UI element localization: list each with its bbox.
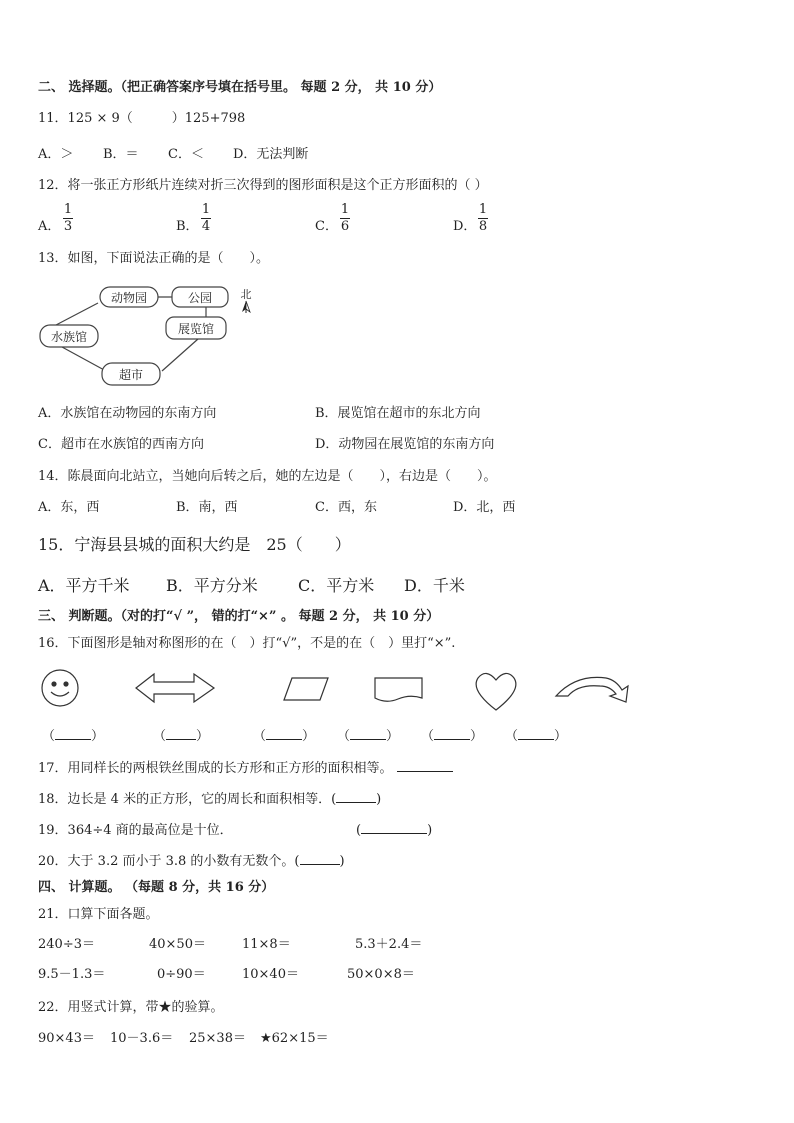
q16-answer-blank-4[interactable]: （ ） [337,729,400,744]
q21-item: 0÷90＝ [157,967,206,982]
park-label: 公园 [187,291,213,305]
q21-item: 240÷3＝ [38,937,95,952]
q14-stem: 14．陈晨面向北站立，当她向后转之后，她的左边是（ ），右边是（ ）。 [38,469,497,484]
section-2-title: 二、 选择题。（把正确答案序号填在括号里。 每题 2 分， 共 10 分） [38,80,442,95]
numerator: 1 [478,202,488,217]
heart-icon [476,673,516,710]
q12-option-a-letter: A． [38,219,61,234]
q15-option-a: A．平方千米 [38,576,130,595]
q13-map-diagram [38,283,298,398]
q22-stem: 22．用竖式计算，带★的验算。 [38,1000,224,1015]
q12-option-b-fraction [201,203,211,234]
north-arrow-icon [242,301,250,313]
numerator: 1 [340,202,350,217]
q13-option-b: B．展览馆在超市的东北方向 [315,406,481,421]
path-zoo-aquarium [56,303,98,325]
q14-option-d: D．北，西 [453,500,516,515]
north-label: 北 [240,288,252,301]
zoo-label: 动物园 [110,291,148,305]
wavy-rectangle-icon [375,678,422,701]
q21-stem: 21．口算下面各题。 [38,907,159,922]
q17-answer-blank[interactable] [397,771,453,772]
exhibit-label: 展览馆 [177,322,215,336]
q21-item: 50×0×8＝ [347,967,415,982]
q11-option-a: A．＞ [38,147,74,162]
q11-stem: 11．125 × 9（ ）125+798 [38,111,246,126]
q16-shapes [38,666,638,716]
q16-answer-blank-1[interactable]: （ ） [42,729,105,744]
q16-answer-blank-6[interactable]: （ ） [505,729,568,744]
q16-answer-blank-5[interactable]: （ ） [421,729,484,744]
q13-option-c: C．超市在水族馆的西南方向 [38,437,204,452]
q12-stem: 12．将一张正方形纸片连续对折三次得到的图形面积是这个正方形面积的（ ） [38,178,488,193]
parallelogram-icon [284,678,328,700]
q20-stem: 20．大于 3.2 而小于 3.8 的小数有无数个。( [38,854,300,869]
market-label: 超市 [118,368,144,382]
q22-item: ★62×15＝ [260,1031,329,1046]
q11-option-b: B．＝ [103,147,139,162]
q12-option-d-letter: D． [453,219,477,234]
q15-option-c: C．平方米 [298,576,375,595]
q12-option-c-letter: C． [315,219,338,234]
q19-answer-blank[interactable] [361,833,427,834]
denominator: 4 [201,219,211,234]
q16-answer-blank-3[interactable]: （ ） [253,729,316,744]
aquarium-label: 水族馆 [50,330,88,344]
q15-option-b: B．平方分米 [166,576,258,595]
q16-answer-blank-2[interactable]: （ ） [153,729,210,744]
q13-stem: 13．如图，下面说法正确的是（ ）。 [38,251,270,266]
q15-option-d: D．千米 [404,576,465,595]
curved-arrow-icon [556,677,628,702]
q15-stem: 15．宁海县县城的面积大约是 25（ ） [38,535,351,554]
q12-option-d-fraction [478,203,488,234]
section-3-title: 三、 判断题。（对的打“√ ”， 错的打“×” 。 每题 2 分， 共 10 分） [38,609,440,624]
q21-item: 10×40＝ [242,967,299,982]
q12-option-b-letter: B． [176,219,199,234]
q13-option-d: D．动物园在展览馆的东南方向 [315,437,495,452]
q20-answer-blank[interactable] [300,864,340,865]
q12-option-c-fraction [340,203,350,234]
q21-item: 40×50＝ [149,937,206,952]
q14-option-b: B．南，西 [176,500,238,515]
q22-item: 90×43＝ [38,1031,95,1046]
numerator: 1 [201,202,211,217]
q22-item: 10－3.6＝ [110,1031,174,1046]
q21-item: 5.3＋2.4＝ [355,937,423,952]
q22-item: 25×38＝ [189,1031,246,1046]
q12-option-a-fraction [63,203,73,234]
q17-stem: 17．用同样长的两根铁丝围成的长方形和正方形的面积相等。 [38,761,393,776]
q20-row: 20．大于 3.2 而小于 3.8 的小数有无数个。( ) [38,854,345,869]
smiley-face-icon [42,670,78,706]
denominator: 6 [340,219,350,234]
q13-option-a: A．水族馆在动物园的东南方向 [38,406,217,421]
q21-item: 9.5－1.3＝ [38,967,106,982]
numerator: 1 [63,202,73,217]
path-market-exhibit [162,339,198,371]
q21-item: 11×8＝ [242,937,291,952]
q19-stem: 19．364÷4 商的最高位是十位． [38,823,233,838]
q18-stem: 18．边长是 4 米的正方形，它的周长和面积相等．( [38,792,337,807]
q18-answer-blank[interactable] [336,802,376,803]
q11-option-d: D．无法判断 [233,147,309,162]
denominator: 3 [63,219,73,234]
q16-stem: 16．下面图形是轴对称图形的在（ ）打“√”，不是的在（ ）里打“×”. [38,636,456,651]
q19-answer[interactable]: ( ) [356,823,433,838]
path-aquarium-market [62,347,106,371]
q17-row [38,761,453,777]
q18-row: 18．边长是 4 米的正方形，它的周长和面积相等．( ) [38,792,382,807]
section-4-title: 四、 计算题。 （每题 8 分，共 16 分） [38,880,275,895]
double-arrow-icon [136,674,214,702]
q11-option-c: C．＜ [168,147,204,162]
denominator: 8 [478,219,488,234]
q14-option-a: A．东，西 [38,500,100,515]
q14-option-c: C．西，东 [315,500,377,515]
